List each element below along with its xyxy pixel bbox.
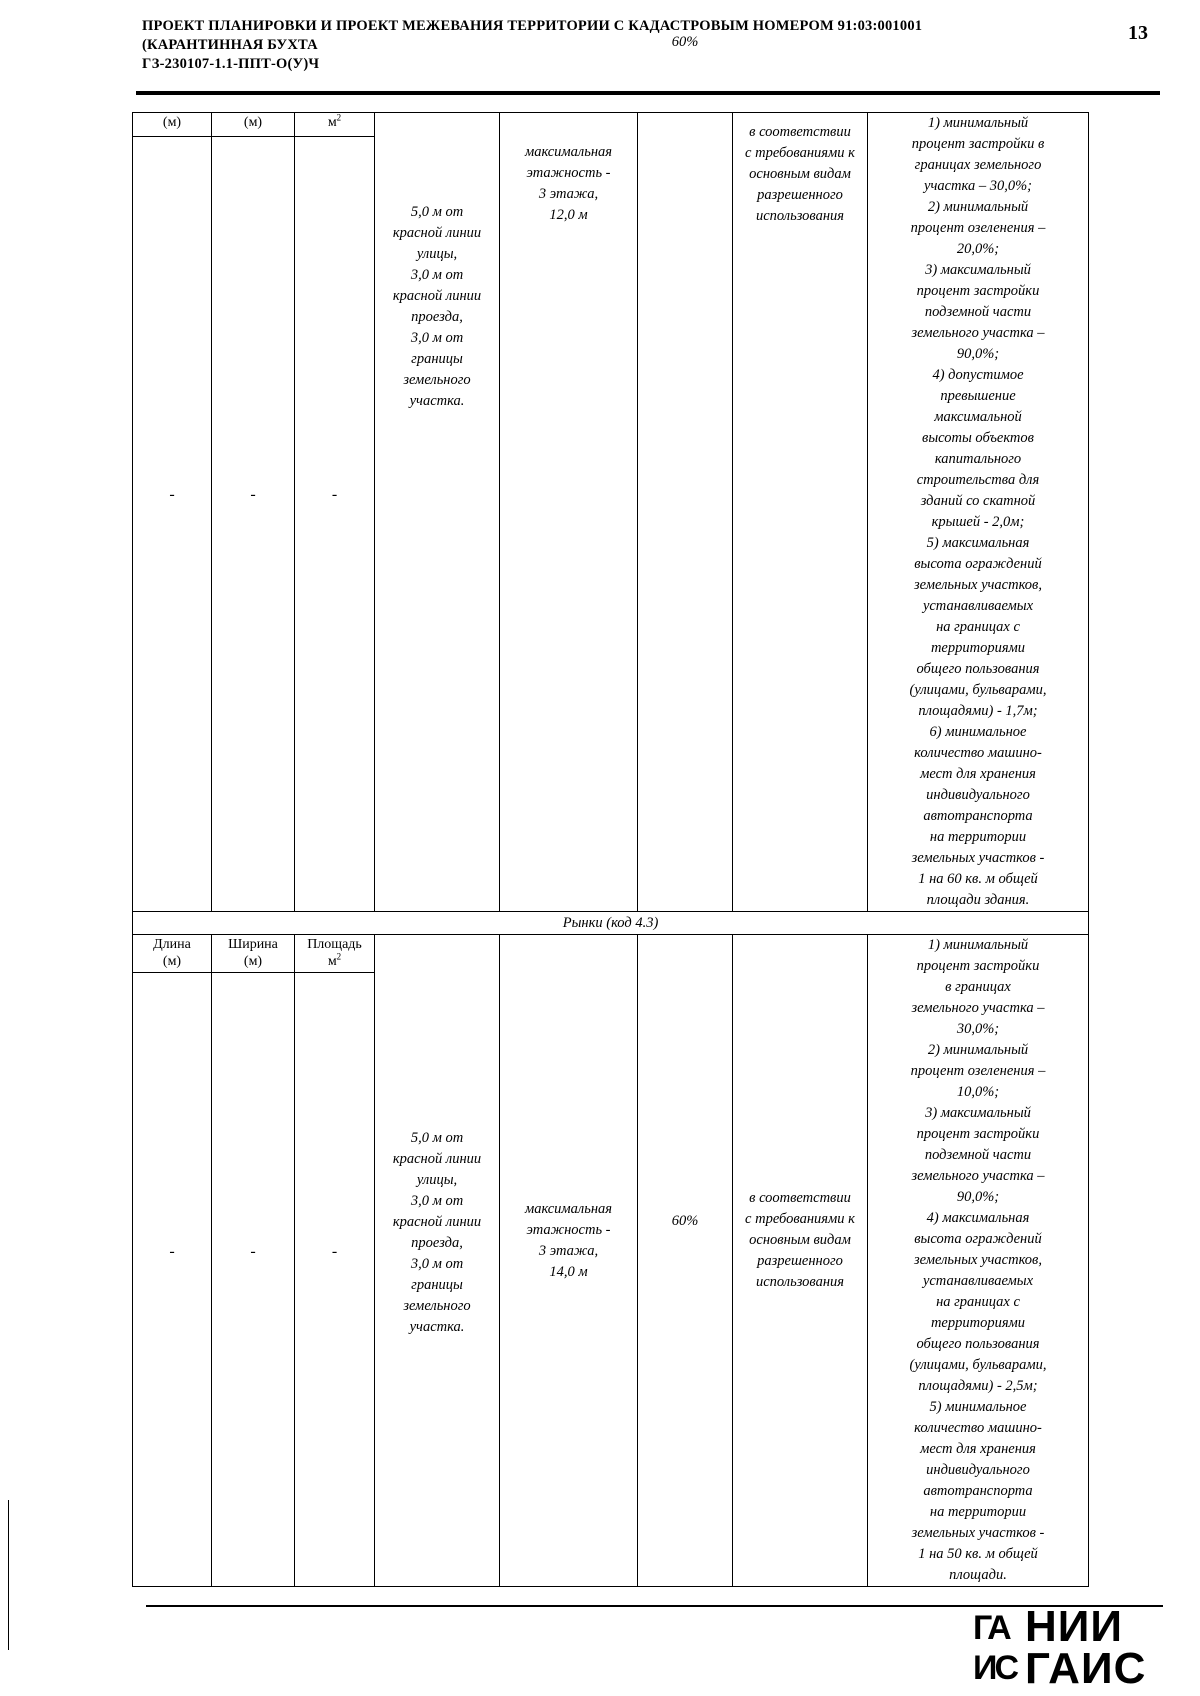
text-line: 5) минимальное	[929, 1399, 1027, 1415]
floors-cell	[500, 113, 638, 912]
conditions-cell	[868, 935, 1089, 1587]
text-line: участка – 30,0%;	[924, 178, 1032, 194]
text-line: 2) минимальный	[927, 199, 1029, 215]
conditions-text	[868, 935, 1088, 1586]
length-header: Длина (м)	[133, 935, 211, 973]
area-cell	[295, 935, 375, 1587]
accordance-text	[733, 122, 867, 227]
accordance-text	[733, 1188, 867, 1293]
text-line: красной линии	[392, 225, 482, 241]
coverage-cell	[638, 34, 733, 912]
text-line: 1 на 60 кв. м общей	[918, 871, 1038, 887]
text-line: процент застройки в	[911, 136, 1045, 152]
length-unit-header: (м)	[133, 113, 211, 137]
text-line: процент озеленения –	[910, 220, 1046, 236]
conditions-cell	[868, 113, 1089, 912]
text-line: процент застройки	[916, 1126, 1040, 1142]
text-line: высота ограждений	[914, 1231, 1042, 1247]
text-line: земельных участков,	[914, 1252, 1042, 1268]
text-line: автотранспорта	[923, 1483, 1033, 1499]
text-line: высота ограждений	[914, 556, 1042, 572]
text-line: основным видам	[749, 166, 851, 182]
text-line: 3 этажа,	[538, 186, 599, 202]
text-line: разрешенного	[757, 187, 843, 203]
floors-cell	[500, 935, 638, 1587]
text-line: 5) максимальная	[926, 535, 1030, 551]
text-line: (улицами, бульварами,	[909, 682, 1047, 698]
text-line: мест для хранения	[920, 766, 1036, 782]
text-line: в соответствии	[749, 124, 851, 140]
section-title: Рынки (код 4.3)	[133, 912, 1089, 935]
text-line: 6) минимальное	[929, 724, 1027, 740]
text-line: улицы,	[416, 246, 458, 262]
text-line: превышение	[940, 388, 1016, 404]
table-row-section	[133, 912, 1089, 935]
setback-cell	[375, 113, 500, 912]
conditions-text	[868, 113, 1088, 911]
text-line: общего пользования	[916, 661, 1040, 677]
table-row-block2	[133, 935, 1089, 1587]
text-line: максимальная	[524, 144, 613, 160]
area-value: -	[331, 1242, 338, 1260]
table-row-block1	[133, 113, 1089, 912]
coverage-value: 60%	[671, 1212, 699, 1229]
text-line: разрешенного	[757, 1253, 843, 1269]
text-line: процент озеленения –	[910, 1063, 1046, 1079]
text-line: в границах	[945, 979, 1011, 995]
area-value: -	[331, 485, 338, 503]
text-line: количество машино-	[914, 1420, 1042, 1436]
text-line: на границах с	[936, 619, 1020, 635]
text-line: общего пользования	[916, 1336, 1040, 1352]
floors-text	[500, 142, 637, 226]
text-line: высоты объектов	[922, 430, 1034, 446]
text-line: 90,0%;	[956, 346, 1000, 362]
text-line: проезда,	[411, 309, 463, 325]
text-line: строительства для	[916, 472, 1040, 488]
text-line: 3) максимальный	[925, 262, 1031, 278]
text-line: на границах с	[936, 1294, 1020, 1310]
text-line: земельных участков,	[914, 577, 1042, 593]
text-line: максимальная	[524, 1200, 613, 1217]
length-cell	[133, 113, 212, 912]
text-line: максимальной	[934, 409, 1022, 425]
width-value: -	[250, 1242, 256, 1260]
text-line: на территории	[929, 1504, 1027, 1520]
text-line: этажность -	[526, 1221, 611, 1238]
area-unit-header: $м^2$	[295, 113, 374, 137]
text-line: земельного	[403, 1298, 471, 1314]
text-line: 1) минимальный	[927, 937, 1029, 953]
text-line: 2) минимальный	[927, 1042, 1029, 1058]
text-line: 4) максимальная	[926, 1210, 1030, 1226]
text-line: территориями	[930, 1315, 1026, 1331]
company-logo	[973, 1602, 1153, 1694]
text-line: земельного участка –	[911, 325, 1045, 341]
text-line: индивидуального	[926, 787, 1030, 803]
text-line: 3 этажа,	[538, 1242, 599, 1259]
text-line: капитального	[934, 451, 1022, 467]
text-line: границы	[411, 1277, 463, 1293]
text-line: красной линии	[392, 288, 482, 304]
text-line: в соответствии	[749, 1190, 851, 1206]
text-line: земельного участка –	[911, 1168, 1045, 1184]
text-line: земельного	[403, 372, 471, 388]
text-line: 90,0%;	[956, 1189, 1000, 1205]
accordance-cell	[733, 935, 868, 1587]
text-line: 10,0%;	[956, 1084, 1000, 1100]
text-line: проезда,	[411, 1235, 463, 1251]
text-line: мест для хранения	[920, 1441, 1036, 1457]
accordance-cell	[733, 113, 868, 912]
text-line: границы	[411, 351, 463, 367]
area-cell	[295, 113, 375, 912]
text-line: процент застройки	[916, 958, 1040, 974]
text-line: красной линии	[392, 1151, 482, 1167]
text-line: земельных участков -	[911, 1525, 1045, 1541]
text-line: 30,0%;	[956, 1021, 1000, 1037]
setback-cell	[375, 935, 500, 1587]
floors-text	[500, 1199, 637, 1283]
width-cell	[212, 935, 295, 1587]
coverage-cell	[638, 935, 733, 1587]
text-line: 14,0 м	[549, 1263, 588, 1280]
text-line: 5,0 м от	[410, 204, 464, 220]
setback-text	[375, 202, 499, 412]
text-line: использования	[755, 208, 845, 224]
logo-wordmark: НИИ ГАИС	[1025, 1602, 1147, 1693]
text-line: границах земельного	[914, 157, 1042, 173]
text-line: 5,0 м от	[410, 1130, 464, 1146]
text-line: площадями) - 2,5м;	[918, 1378, 1038, 1394]
text-line: земельного участка –	[911, 1000, 1045, 1016]
width-unit-header: (м)	[212, 113, 294, 137]
text-line: подземной части	[924, 304, 1032, 320]
header-rule	[136, 91, 1160, 95]
text-line: использования	[755, 1274, 845, 1290]
length-value: -	[169, 485, 175, 503]
text-line: 3,0 м от	[410, 330, 464, 346]
text-line: устанавливаемых	[922, 1273, 1034, 1289]
text-line: крышей - 2,0м;	[931, 514, 1025, 530]
area-header: Площадь $м^2$	[295, 935, 374, 973]
text-line: 3,0 м от	[410, 1193, 464, 1209]
width-value: -	[250, 485, 256, 503]
text-line: подземной части	[924, 1147, 1032, 1163]
text-line: на территории	[929, 829, 1027, 845]
header-line-3: ГЗ-230107-1.1-ППТ-О(У)Ч	[142, 56, 320, 72]
text-line: устанавливаемых	[922, 598, 1034, 614]
setback-text	[375, 1128, 499, 1338]
text-line: 4) допустимое	[932, 367, 1024, 383]
text-line: количество машино-	[914, 745, 1042, 761]
text-line: участка.	[409, 393, 465, 409]
text-line: 3) максимальный	[925, 1105, 1031, 1121]
text-line: улицы,	[416, 1172, 458, 1188]
header-line-1: ПРОЕКТ ПЛАНИРОВКИ И ПРОЕКТ МЕЖЕВАНИЯ ТЕРРИТОРИИ С КАДАСТРОВЫМ НОМЕРОМ 91:03:001001	[142, 18, 923, 34]
text-line: площадями) - 1,7м;	[918, 703, 1038, 719]
length-cell	[133, 935, 212, 1587]
text-line: 1) минимальный	[927, 115, 1029, 131]
text-line: площади здания.	[926, 892, 1030, 908]
text-line: 20,0%;	[956, 241, 1000, 257]
header-line-2: (КАРАНТИННАЯ БУХТА	[142, 37, 318, 53]
text-line: автотранспорта	[923, 808, 1033, 824]
text-line: участка.	[409, 1319, 465, 1335]
text-line: территориями	[930, 640, 1026, 656]
binding-margin-line	[8, 1500, 9, 1650]
text-line: индивидуального	[926, 1462, 1030, 1478]
logo-mark: ГА ИС	[973, 1609, 1016, 1687]
text-line: 1 на 50 кв. м общей	[918, 1546, 1038, 1562]
width-cell	[212, 113, 295, 912]
text-line: 12,0 м	[549, 207, 588, 223]
text-line: площади.	[949, 1567, 1007, 1583]
text-line: этажность -	[526, 165, 611, 181]
text-line: процент застройки	[916, 283, 1040, 299]
page-number: 13	[1128, 22, 1148, 44]
text-line: 3,0 м от	[410, 1256, 464, 1272]
text-line: основным видам	[749, 1232, 851, 1248]
coverage-value: 60%	[671, 34, 699, 50]
width-header: Ширина (м)	[212, 935, 294, 973]
text-line: красной линии	[392, 1214, 482, 1230]
text-line: с требованиями к	[745, 1211, 855, 1227]
length-value: -	[169, 1242, 175, 1260]
document-header-title	[142, 17, 1102, 74]
text-line: (улицами, бульварами,	[909, 1357, 1047, 1373]
text-line: 3,0 м от	[410, 267, 464, 283]
text-line: зданий со скатной	[920, 493, 1036, 509]
text-line: земельных участков -	[911, 850, 1045, 866]
text-line: с требованиями к	[745, 145, 855, 161]
